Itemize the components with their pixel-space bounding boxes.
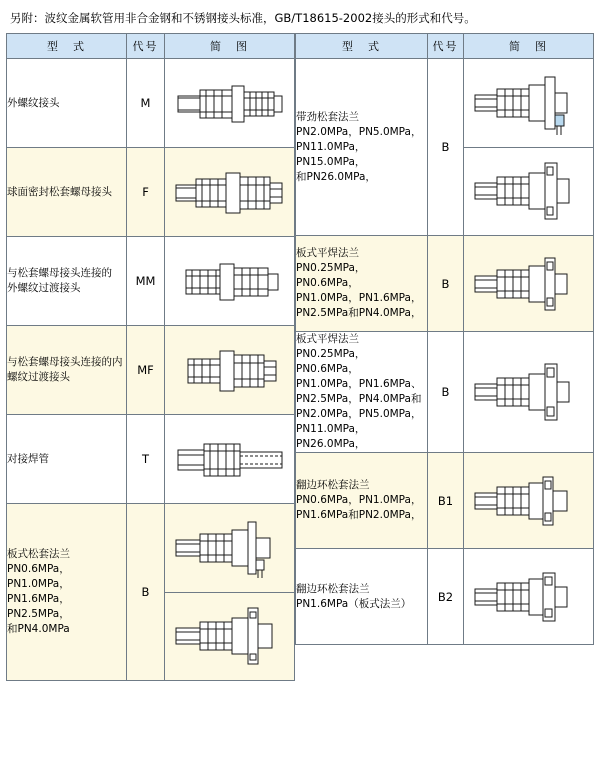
plate-loose-flange-a-icon [165, 505, 294, 593]
row-code-cell: B1 [428, 453, 464, 549]
header-type: 型 式 [7, 34, 127, 59]
row-figure-cell [165, 59, 295, 148]
row-figure-cell [464, 332, 594, 453]
left-table [6, 33, 295, 681]
table-row [296, 332, 594, 453]
header-figure: 简 图 [464, 34, 594, 59]
row-figure-cell [165, 237, 295, 326]
table-row [296, 453, 594, 549]
row-code-cell: B [428, 332, 464, 453]
row-type-cell: 对接焊管 [7, 415, 127, 504]
lap-joint-flange-2-icon [464, 557, 593, 637]
row-type-cell: 外螺纹接头 [7, 59, 127, 148]
row-type-cell: 球面密封松套螺母接头 [7, 148, 127, 237]
row-figure-cell [165, 326, 295, 415]
row-code-cell: MF [127, 326, 165, 415]
table-row [7, 326, 295, 415]
header-type: 型 式 [296, 34, 428, 59]
row-code-cell: B2 [428, 549, 464, 645]
plate-loose-flange-b-icon [165, 593, 294, 680]
row-type-cell: 板式平焊法兰 PN0.25MPa，PN0.6MPa， PN1.0MPa，PN1.6MPa、 PN2.5MPa，PN4.0MPa和 PN2.0MPa，PN5.0MPa， PN11.0MPa，PN26.0MPa， [296, 332, 428, 453]
row-figure-cell [464, 236, 594, 332]
row-code-cell: B [127, 504, 165, 681]
row-type-cell: 带劲松套法兰 PN2.0MPa，PN5.0MPa， PN11.0MPa，PN15.0MPa， 和PN26.0MPa， [296, 59, 428, 236]
butt-weld-pipe-icon [165, 422, 294, 496]
header-code: 代号 [127, 34, 165, 59]
table-row [7, 148, 295, 237]
ribbed-loose-flange-b-icon [464, 148, 593, 235]
row-type-cell: 翻边环松套法兰 PN0.6MPa，PN1.0MPa， PN1.6MPa和PN2.0MPa， [296, 453, 428, 549]
row-figure-cell [464, 453, 594, 549]
row-code-cell: B [428, 59, 464, 236]
table-row [7, 504, 295, 681]
row-type-cell: 翻边环松套法兰 PN1.6MPa（板式法兰） [296, 549, 428, 645]
row-code-cell: MM [127, 237, 165, 326]
row-figure-cell [165, 504, 295, 681]
row-type-cell: 板式平焊法兰 PN0.25MPa，PN0.6MPa， PN1.0MPa，PN1.6MPa， PN2.5MPa和PN4.0MPa， [296, 236, 428, 332]
page-title: 另附：波纹金属软管用非合金钢和不锈钢接头标准，GB/T18615-2002接头的形式和代号。 [10, 11, 476, 25]
row-figure-cell [165, 148, 295, 237]
row-type-cell: 与松套螺母接头连接的 外螺纹过渡接头 [7, 237, 127, 326]
spherical-seal-union-nut-icon [165, 155, 294, 229]
table-row [296, 236, 594, 332]
header-code: 代号 [428, 34, 464, 59]
lap-joint-flange-1-icon [464, 461, 593, 541]
row-figure-cell [165, 415, 295, 504]
table-row [7, 237, 295, 326]
plate-slip-on-flange-2-icon [464, 347, 593, 437]
table-row [296, 549, 594, 645]
header-figure: 简 图 [165, 34, 295, 59]
row-figure-cell [464, 549, 594, 645]
table-row [7, 415, 295, 504]
plate-slip-on-flange-1-icon [464, 244, 593, 324]
table-row [296, 59, 594, 236]
female-transition-fitting-icon [165, 333, 294, 407]
table-row [7, 59, 295, 148]
table-header-row [7, 34, 295, 59]
tables-container [6, 33, 594, 681]
row-code-cell: M [127, 59, 165, 148]
row-code-cell: F [127, 148, 165, 237]
row-type-cell: 板式松套法兰 PN0.6MPa，PN1.0MPa， PN1.6MPa，PN2.5MPa， 和PN4.0MPa [7, 504, 127, 681]
row-figure-cell [464, 59, 594, 236]
row-type-cell: 与松套螺母接头连接的内 螺纹过渡接头 [7, 326, 127, 415]
row-code-cell: B [428, 236, 464, 332]
male-thread-fitting-icon [165, 66, 294, 140]
male-transition-fitting-icon [165, 244, 294, 318]
table-header-row [296, 34, 594, 59]
ribbed-loose-flange-a-icon [464, 60, 593, 148]
row-code-cell: T [127, 415, 165, 504]
right-table [295, 33, 594, 645]
